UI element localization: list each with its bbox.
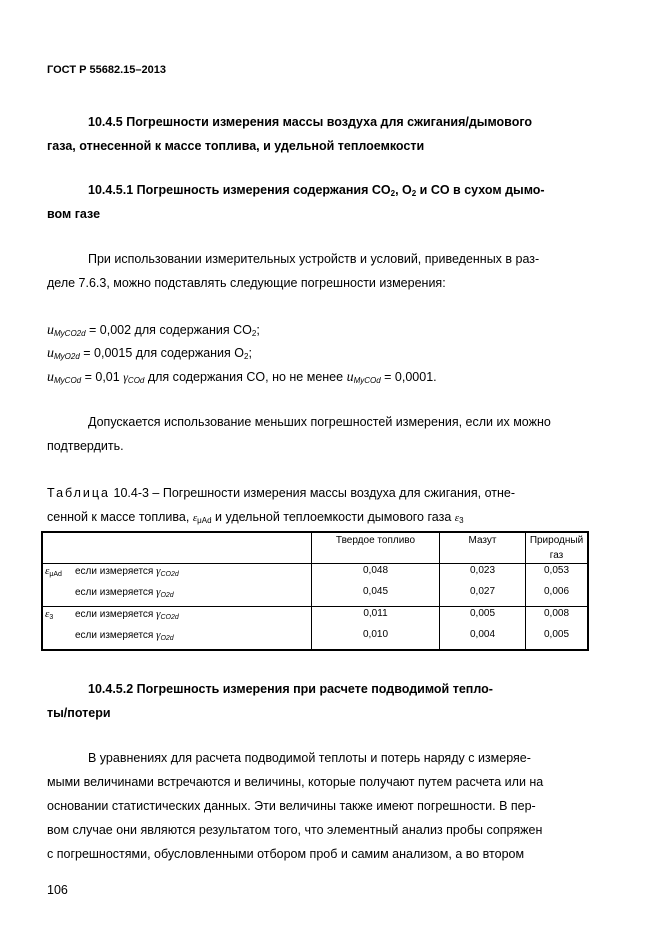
section-10-4-5-title-line2: газа, отнесенной к массе топлива, и удельной теплоемкости bbox=[47, 139, 425, 153]
para3-line4: вом случае они являются результатом того, что элементный анализ пробы сопряжен bbox=[47, 823, 543, 837]
section-10-4-5-title-line1: 10.4.5 Погрешности измерения массы воздуха для сжигания/дымового bbox=[88, 115, 533, 129]
value-cell: 0,053 bbox=[526, 564, 589, 586]
row-condition: если измеряется $\gamma_{O2d}$ bbox=[75, 628, 312, 650]
value-cell: 0,023 bbox=[440, 564, 526, 586]
standard-header: ГОСТ Р 55682.15–2013 bbox=[47, 64, 166, 76]
errors-table bbox=[41, 531, 589, 651]
section-10-4-5-2-title-line2: ты/потери bbox=[47, 706, 111, 720]
formula-co: $u_{MyCOd} = 0,01$ $\gamma_{COd}$ для содержания CO, но не менее $u_{MyCOd} = 0,0001$. bbox=[47, 370, 437, 385]
table-row bbox=[42, 585, 588, 607]
value-cell: 0,004 bbox=[440, 628, 526, 650]
table-row bbox=[42, 628, 588, 650]
value-cell: 0,008 bbox=[526, 607, 589, 629]
section-10-4-5-1-title-line1: 10.4.5.1 Погрешность измерения содержания $CO_2$, $O_2$ и CO в сухом дымо- bbox=[88, 183, 545, 198]
para2-line1: Допускается использование меньших погрешностей измерения, если их можно bbox=[88, 415, 551, 429]
formula-co2: $u_{MyCO2d} = 0,002$ для содержания $CO_2$; bbox=[47, 323, 260, 338]
row-symbol-empty bbox=[42, 628, 75, 650]
value-cell: 0,005 bbox=[526, 628, 589, 650]
value-cell: 0,045 bbox=[312, 585, 440, 607]
para1-line2: деле 7.6.3, можно подставлять следующие погрешности измерения: bbox=[47, 276, 446, 290]
value-cell: 0,027 bbox=[440, 585, 526, 607]
table-header-solid-fuel: Твердое топливо bbox=[312, 532, 440, 564]
para3-line5: с погрешностями, обусловленными отбором проб и самим анализом, а во втором bbox=[47, 847, 525, 861]
row-condition: если измеряется $\gamma_{CO2d}$ bbox=[75, 607, 312, 629]
table-row bbox=[42, 564, 588, 586]
page-number: 106 bbox=[47, 883, 68, 897]
table-header-fuel-oil: Мазут bbox=[440, 532, 526, 564]
para3-line3: основании статистических данных. Эти величины также имеют погрешности. В пер- bbox=[47, 799, 536, 813]
row-symbol-empty bbox=[42, 585, 75, 607]
row-symbol: $\varepsilon_3$ bbox=[42, 607, 75, 629]
value-cell: 0,010 bbox=[312, 628, 440, 650]
para1-line1: При использовании измерительных устройств и условий, приведенных в раз- bbox=[88, 252, 540, 266]
value-cell: 0,006 bbox=[526, 585, 589, 607]
section-10-4-5-1-title-line2: вом газе bbox=[47, 207, 101, 221]
para2-line2: подтвердить. bbox=[47, 439, 124, 453]
value-cell: 0,005 bbox=[440, 607, 526, 629]
table-header-natural-gas: Природный газ bbox=[526, 532, 589, 564]
section-10-4-5-2-title-line1: 10.4.5.2 Погрешность измерения при расчете подводимой тепло- bbox=[88, 682, 493, 696]
table-caption-line2: сенной к массе топлива, $\varepsilon_{\mu Ad}$ и удельной теплоемкости дымового газа $\varepsilon_3$ bbox=[47, 510, 464, 525]
row-condition: если измеряется $\gamma_{CO2d}$ bbox=[75, 564, 312, 586]
para3-line2: мыми величинами встречаются и величины, которые получают путем расчета или на bbox=[47, 775, 544, 789]
table-row bbox=[42, 607, 588, 629]
value-cell: 0,011 bbox=[312, 607, 440, 629]
row-condition: если измеряется $\gamma_{O2d}$ bbox=[75, 585, 312, 607]
formula-o2: $u_{MyO2d} = 0,0015$ для содержания $O_2$; bbox=[47, 346, 252, 361]
table-header-empty bbox=[42, 532, 312, 564]
table-caption-line1: Таблица 10.4-3 – Погрешности измерения массы воздуха для сжигания, отне- bbox=[47, 486, 516, 500]
value-cell: 0,048 bbox=[312, 564, 440, 586]
row-symbol: $\varepsilon_{\mu Ad}$ bbox=[42, 564, 75, 586]
para3-line1: В уравнениях для расчета подводимой теплоты и потерь наряду с измеряе- bbox=[88, 751, 531, 765]
table-header-row bbox=[42, 532, 588, 564]
